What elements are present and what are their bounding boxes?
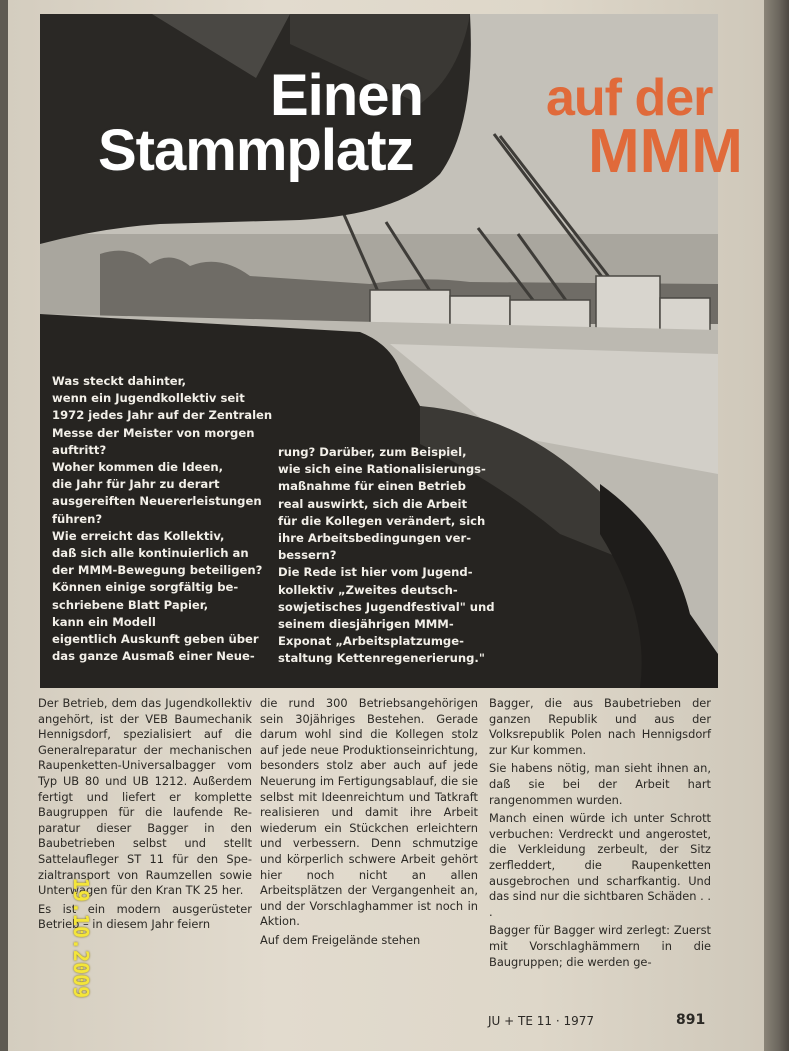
intro-line: Können einige sorgfältig be- [52,580,239,595]
intro-line: die Jahr für Jahr zu derart [52,477,220,492]
intro-line: Die Rede ist hier vom Jugend- [278,565,473,580]
intro-line: eigentlich Auskunft geben über [52,632,259,647]
intro-line: kann ein Modell [52,614,156,629]
journal-issue: JU + TE 11 · 1977 [488,1014,594,1028]
paragraph: die rund 300 Betriebsangehörigen sein 30jähriges Bestehen. Gerade darum wohl sind die Kollegen stolz auf jede neue Produktionseinrichtung, besonders stolz aber auch auf jede Neuerung im Fertigungsablauf, die sie selbst mit Ideenreichtum und Tatkraft realisieren und damit ihre Arbeit wiederum ein Stückchen erleichtern und verbessern. Denn schmutzige und körperlich schwere Arbeit gehört hier noch nicht an allen Arbeitsplätzen der Vergangenheit an, und der Vorschlaghammer ist noch in Aktion. [260,696,478,929]
intro-line: Exponat „Arbeitsplatzumge- [278,634,464,649]
intro-line: ihre Arbeitsbedingungen ver- [278,531,472,546]
intro-line: bessern? [278,548,337,563]
intro-line: Messe der Meister von morgen [52,425,255,440]
intro-line: für die Kollegen verändert, sich [278,513,486,528]
paragraph: Auf dem Freigelände stehen [260,932,421,947]
page-edge-shadow [764,0,789,1051]
headline-auf-der: auf der [546,69,713,127]
intro-line: Woher kommen die Ideen, [52,460,224,475]
intro-line: auftritt? [52,442,107,457]
intro-line: der MMM-Bewegung beteiligen? [52,563,263,578]
paragraph: Manch einen würde ich unter Schrott verbuchen: Verdreckt und angerostet, die Verkleidung zerbeult, der Sitz zerfleddert, die Raupenketten ausgebrochen und scharfkantig. Und das sind nur die sichtbaren Schäden . . . [489,811,711,919]
article-column-3 [489,696,711,973]
article-column-2 [260,696,478,952]
intro-line: schriebene Blatt Papier, [52,597,209,612]
intro-line: wie sich eine Rationalisierungs- [278,462,486,477]
intro-line: Wie erreicht das Kollektiv, [52,528,225,543]
paragraph: Der Betrieb, dem das Jugendkollektiv angehört, ist der VEB Baumechanik Hennigsdorf, spezialisiert auf die Generalreparatur der mechanischen Raupenketten-Universalbagger vom Typ UB 80 und UB 1212. Außerdem fertigt und liefert er komplette Baugruppen für die laufende Reparatur dieser Bagger in den Baubetrieben selbst und stellt Sattelaufleger ST 11 für den Spezialtransport von Raumzellen sowie Unterwagen für den Kran TK 25 her. [38,696,252,898]
headline-einen: Einen [270,63,423,128]
intro-text-left [52,373,274,665]
intro-line: sowjetisches Jugendfestival" und [278,599,495,614]
intro-line: daß sich alle kontinuierlich an [52,546,249,561]
intro-line: ausgereiften Neuererleistungen [52,494,262,509]
intro-line: wenn ein Jugendkollektiv seit [52,391,245,406]
intro-line: rung? Darüber, zum Beispiel, [278,445,467,459]
paragraph: Sie habens nötig, man sieht ihnen an, daß sie bei der Arbeit hart rangenommen wurden. [489,761,711,807]
headline-mmm: MMM [588,117,743,186]
intro-line: das ganze Ausmaß einer Neue- [52,649,255,664]
paragraph: Bagger für Bagger wird zerlegt: Zuerst mit Vorschlaghämmern in die Baugruppen; die werden ge- [489,923,711,969]
intro-line: kollektiv „Zweites deutsch- [278,582,458,597]
intro-line: Was steckt dahinter, [52,374,187,388]
camera-date-stamp: 19.10.2009 [69,877,93,999]
intro-line: maßnahme für einen Betrieb [278,479,466,494]
page-number: 891 [676,1012,706,1028]
intro-line: staltung Kettenregenerierung." [278,651,485,666]
intro-line: führen? [52,511,103,526]
intro-line: seinem diesjährigen MMM- [278,617,454,632]
intro-text-right [278,444,506,668]
paragraph: Es ist ein modern ausgerüsteter Betrieb – in diesem Jahr feiern [38,901,252,932]
intro-line: 1972 jedes Jahr auf der Zentralen [52,408,273,423]
paragraph: Bagger, die aus Baubetrieben der ganzen Republik und aus der Volksrepublik Polen nach Hennigsdorf zur Kur kommen. [489,696,711,757]
headline-stammplatz: Stammplatz [98,118,414,183]
intro-line: real auswirkt, sich die Arbeit [278,496,468,511]
